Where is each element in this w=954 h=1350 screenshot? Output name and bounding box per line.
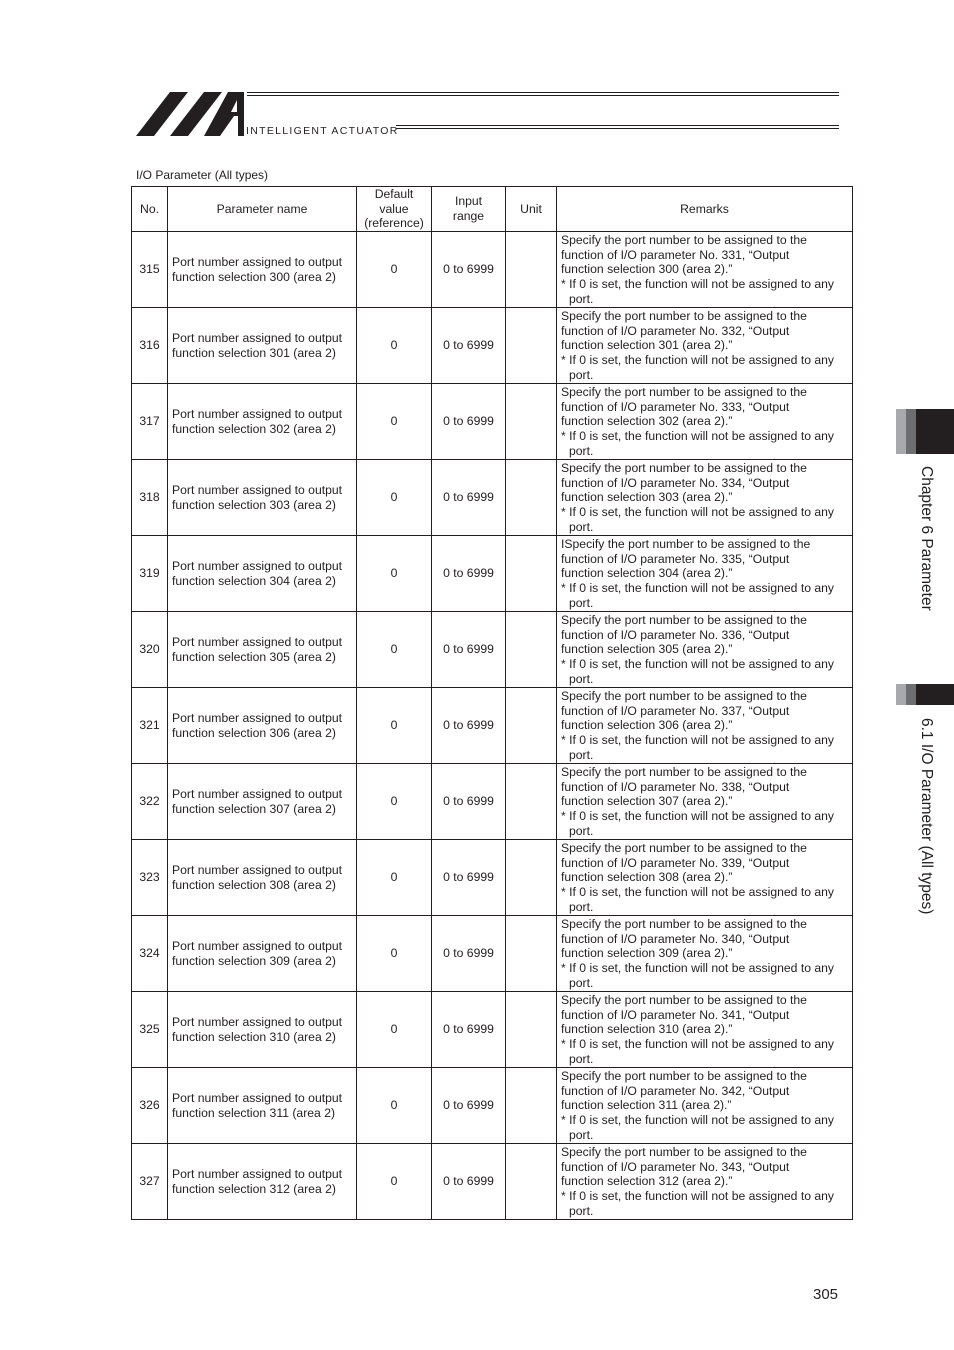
table-row [132,384,853,460]
cell-unit [506,688,557,764]
cell-default-value: 0 [357,1144,432,1220]
cell-input-range: 0 to 6999 [432,764,506,840]
cell-remarks: Specify the port number to be assigned to the function of I/O parameter No. 334, “Output function selection 303 (area 2).” * If 0 is set, the function will not be assigned to any port. [557,460,853,536]
table-header-row [132,187,853,232]
cell-parameter-name: Port number assigned to output function selection 307 (area 2) [168,764,357,840]
cell-remarks: Specify the port number to be assigned to the function of I/O parameter No. 331, “Output function selection 300 (area 2).” * If 0 is set, the function will not be assigned to any port. [557,232,853,308]
cell-parameter-name: Port number assigned to output function selection 301 (area 2) [168,308,357,384]
cell-no: 327 [132,1144,168,1220]
cell-default-value: 0 [357,992,432,1068]
header-input-range: Input range [432,187,506,232]
cell-input-range: 0 to 6999 [432,232,506,308]
cell-input-range: 0 to 6999 [432,308,506,384]
cell-no: 317 [132,384,168,460]
cell-remarks: Specify the port number to be assigned to the function of I/O parameter No. 332, “Output function selection 301 (area 2).” * If 0 is set, the function will not be assigned to any port. [557,308,853,384]
cell-unit [506,992,557,1068]
header-default-value: Default value (reference) [357,187,432,232]
table-row [132,612,853,688]
cell-parameter-name: Port number assigned to output function selection 310 (area 2) [168,992,357,1068]
cell-no: 321 [132,688,168,764]
page-number: 305 [813,1286,839,1303]
table-row [132,232,853,308]
table-row [132,1068,853,1144]
cell-parameter-name: Port number assigned to output function selection 312 (area 2) [168,1144,357,1220]
iai-logo [136,90,246,136]
cell-remarks: Specify the port number to be assigned to the function of I/O parameter No. 336, “Output function selection 305 (area 2).” * If 0 is set, the function will not be assigned to any port. [557,612,853,688]
cell-input-range: 0 to 6999 [432,992,506,1068]
cell-input-range: 0 to 6999 [432,1144,506,1220]
cell-remarks: Specify the port number to be assigned to the function of I/O parameter No. 343, “Output function selection 312 (area 2).” * If 0 is set, the function will not be assigned to any port. [557,1144,853,1220]
cell-default-value: 0 [357,916,432,992]
cell-default-value: 0 [357,536,432,612]
cell-remarks: Specify the port number to be assigned to the function of I/O parameter No. 342, “Output function selection 311 (area 2).” * If 0 is set, the function will not be assigned to any port. [557,1068,853,1144]
cell-no: 324 [132,916,168,992]
cell-remarks: Specify the port number to be assigned to the function of I/O parameter No. 339, “Output function selection 308 (area 2).” * If 0 is set, the function will not be assigned to any port. [557,840,853,916]
cell-no: 326 [132,1068,168,1144]
cell-no: 323 [132,840,168,916]
cell-input-range: 0 to 6999 [432,384,506,460]
cell-remarks: Specify the port number to be assigned to the function of I/O parameter No. 341, “Output function selection 310 (area 2).” * If 0 is set, the function will not be assigned to any port. [557,992,853,1068]
table-row [132,992,853,1068]
table-row [132,1144,853,1220]
cell-default-value: 0 [357,1068,432,1144]
header-rule-bottom-1 [396,125,839,126]
cell-parameter-name: Port number assigned to output function selection 300 (area 2) [168,232,357,308]
side-tab-marker-section [896,684,954,705]
cell-default-value: 0 [357,460,432,536]
cell-unit [506,308,557,384]
table-row [132,460,853,536]
cell-no: 315 [132,232,168,308]
table-row [132,536,853,612]
brand-text: INTELLIGENT ACTUATOR [246,125,399,137]
cell-unit [506,916,557,992]
cell-input-range: 0 to 6999 [432,688,506,764]
cell-no: 322 [132,764,168,840]
cell-parameter-name: Port number assigned to output function selection 304 (area 2) [168,536,357,612]
cell-unit [506,536,557,612]
table-caption: I/O Parameter (All types) [136,168,269,182]
cell-no: 320 [132,612,168,688]
table-row [132,916,853,992]
cell-no: 319 [132,536,168,612]
cell-unit [506,764,557,840]
side-chapter-label: Chapter 6 Parameter [918,466,935,611]
cell-parameter-name: Port number assigned to output function selection 309 (area 2) [168,916,357,992]
side-section-label: 6.1 I/O Parameter (All types) [918,718,935,915]
header-parameter-name: Parameter name [168,187,357,232]
cell-remarks: Specify the port number to be assigned to the function of I/O parameter No. 338, “Output function selection 307 (area 2).” * If 0 is set, the function will not be assigned to any port. [557,764,853,840]
cell-parameter-name: Port number assigned to output function selection 303 (area 2) [168,460,357,536]
cell-input-range: 0 to 6999 [432,536,506,612]
header-rule-top-2 [247,95,839,96]
header-unit: Unit [506,187,557,232]
cell-default-value: 0 [357,688,432,764]
header-rule-bottom-2 [396,128,839,129]
cell-default-value: 0 [357,308,432,384]
cell-no: 325 [132,992,168,1068]
table-row [132,308,853,384]
cell-parameter-name: Port number assigned to output function selection 305 (area 2) [168,612,357,688]
cell-default-value: 0 [357,232,432,308]
cell-remarks: Specify the port number to be assigned to the function of I/O parameter No. 337, “Output function selection 306 (area 2).” * If 0 is set, the function will not be assigned to any port. [557,688,853,764]
table-row [132,840,853,916]
cell-unit [506,840,557,916]
cell-input-range: 0 to 6999 [432,612,506,688]
cell-input-range: 0 to 6999 [432,460,506,536]
cell-unit [506,232,557,308]
cell-input-range: 0 to 6999 [432,916,506,992]
parameter-table [131,186,853,1220]
cell-unit [506,1068,557,1144]
header-no: No. [132,187,168,232]
cell-unit [506,612,557,688]
cell-parameter-name: Port number assigned to output function selection 308 (area 2) [168,840,357,916]
cell-no: 318 [132,460,168,536]
cell-unit [506,460,557,536]
cell-unit [506,384,557,460]
cell-default-value: 0 [357,764,432,840]
cell-unit [506,1144,557,1220]
cell-remarks: Specify the port number to be assigned to the function of I/O parameter No. 333, “Output function selection 302 (area 2).” * If 0 is set, the function will not be assigned to any port. [557,384,853,460]
header-remarks: Remarks [557,187,853,232]
cell-parameter-name: Port number assigned to output function selection 311 (area 2) [168,1068,357,1144]
table-body [132,232,853,1220]
cell-remarks: Specify the port number to be assigned to the function of I/O parameter No. 340, “Output function selection 309 (area 2).” * If 0 is set, the function will not be assigned to any port. [557,916,853,992]
cell-default-value: 0 [357,384,432,460]
cell-input-range: 0 to 6999 [432,840,506,916]
cell-parameter-name: Port number assigned to output function selection 302 (area 2) [168,384,357,460]
header-rule-top-1 [247,92,839,93]
cell-remarks: ISpecify the port number to be assigned to the function of I/O parameter No. 335, “Output function selection 304 (area 2).” * If 0 is set, the function will not be assigned to any port. [557,536,853,612]
cell-parameter-name: Port number assigned to output function selection 306 (area 2) [168,688,357,764]
cell-input-range: 0 to 6999 [432,1068,506,1144]
table-row [132,764,853,840]
cell-default-value: 0 [357,840,432,916]
table-row [132,688,853,764]
cell-default-value: 0 [357,612,432,688]
cell-no: 316 [132,308,168,384]
side-tab-marker-chapter [896,409,954,454]
